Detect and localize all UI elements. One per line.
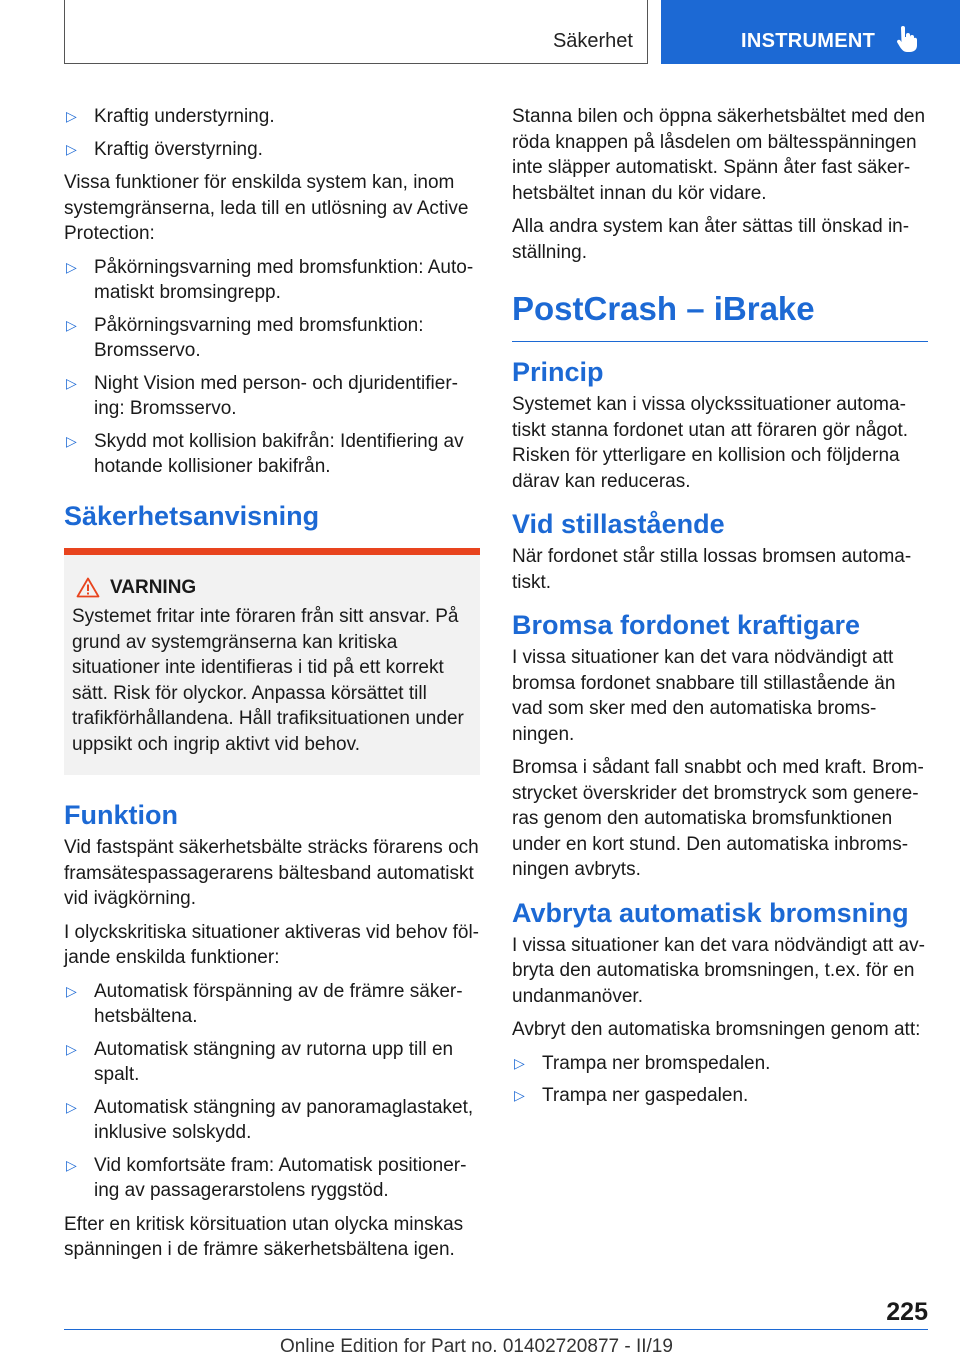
warning-title: VARNING: [72, 575, 468, 601]
warning-triangle-icon: [76, 577, 100, 598]
paragraph: Vissa funktioner för enskilda system kan, inom systemgränserna, leda till en utlösning av Active Protection:: [64, 172, 469, 244]
paragraph: Avbryt den automatiska bromsningen genom att:: [512, 1019, 921, 1040]
paragraph: När fordonet står stilla lossas bromsen automatiskt.: [512, 546, 912, 593]
triangle-bullet-icon: ▷: [66, 432, 77, 449]
paragraph: I vissa situationer kan det vara nödvändigt att bromsa fordonet snabbare till stillastående än vad som sker med den automatiska bromsningen.: [512, 647, 896, 745]
warning-box: [64, 548, 480, 776]
bullet-list-3: [64, 979, 480, 1204]
header-chapter-tab[interactable]: [661, 0, 960, 64]
triangle-bullet-icon: ▷: [66, 258, 77, 275]
list-item: ▷ Vid komfortsäte fram: Automatisk positionering av passagerarstolens ryggstöd.: [66, 1154, 467, 1201]
heading-postcrash-ibrake: PostCrash – iBrake: [512, 289, 928, 342]
triangle-bullet-icon: ▷: [66, 982, 77, 999]
pointing-hand-icon: [896, 26, 918, 52]
paragraph: Vid fastspänt säkerhetsbälte sträcks förarens och framsätespassagerarens bältesband automatiskt vid ivägkörning.: [64, 837, 479, 909]
footer-divider: [64, 1329, 928, 1330]
paragraph: Stanna bilen och öppna säkerhetsbältet med den röda knappen på låsdelen om bältesspänningen inte släpper automatiskt. Spänn åter fast säkerhetsbältet innan du kör vidare.: [512, 106, 926, 204]
heading-safety-notice: Säkerhetsanvisning: [64, 500, 320, 531]
triangle-bullet-icon: ▷: [66, 1098, 77, 1115]
paragraph: I olyckskritiska situationer aktiveras vid behov följande enskilda funktioner:: [64, 921, 479, 968]
triangle-bullet-icon: ▷: [66, 374, 77, 391]
triangle-bullet-icon: ▷: [514, 1054, 525, 1071]
header-section-label: Säkerhet: [552, 30, 633, 52]
list-item: ▷ Kraftig understyrning.: [64, 104, 480, 130]
list-item: ▷ Trampa ner gaspedalen.: [512, 1083, 928, 1109]
left-column: [64, 104, 480, 1271]
triangle-bullet-icon: ▷: [66, 316, 77, 333]
list-item: ▷ Påkörningsvarning med bromsfunktion: Automatiskt bromsingrepp.: [66, 256, 474, 303]
paragraph: Alla andra system kan åter sättas till önskad inställning.: [512, 216, 910, 263]
bullet-list-2: [64, 255, 480, 480]
heading-abort-braking: Avbryta automatisk bromsning: [512, 897, 909, 928]
heading-brake-harder: Bromsa fordonet kraftigare: [512, 610, 861, 640]
bullet-list-right: [512, 1051, 928, 1109]
heading-standstill: Vid stillastående: [512, 509, 725, 539]
list-item: ▷ Trampa ner bromspedalen.: [512, 1051, 928, 1077]
warning-text: Systemet fritar inte föraren från sitt ansvar. På grund av systemgränserna kan kritiska situationer inte identifieras i tid på ett korrekt sätt. Risk för olyckor. Anpassa körsättet till trafikförhållandena. Håll trafiksituationen under uppsikt och ingrip aktivt vid behov.: [72, 606, 464, 755]
list-item: ▷ Automatisk stängning av panoramaglastaket, inklusive solskydd.: [66, 1096, 474, 1143]
paragraph: I vissa situationer kan det vara nödvändigt att avbryta den automatiska bromsningen, t.ex. för en undanmanöver.: [512, 934, 925, 1007]
list-item: ▷ Skydd mot kollision bakifrån: Identifiering av hotande kollisioner bakifrån.: [66, 430, 464, 477]
list-item: ▷ Påkörningsvarning med bromsfunktion: Bromsservo.: [66, 314, 424, 361]
list-item: ▷ Night Vision med person- och djuridentifiering: Bromsservo.: [66, 372, 458, 419]
list-item: ▷ Automatisk stängning av rutorna upp till en spalt.: [66, 1038, 454, 1085]
triangle-bullet-icon: ▷: [66, 1040, 77, 1057]
paragraph: Bromsa i sådant fall snabbt och med kraft. Bromstrycket överskrider det bromstryck som genereras genom den automatiska bromsfunktionen under en kort stund. Den automatiska inbromsningen avbryts.: [512, 757, 924, 880]
right-column: [512, 104, 928, 1117]
bullet-list-1: [64, 104, 480, 162]
paragraph: Systemet kan i vissa olyckssituationer automatiskt stanna fordonet utan att föraren gör något. Risken för ytterligare en kollision och följderna därav kan reduceras.: [512, 394, 909, 492]
footer-edition: Online Edition for Part no. 01402720877 - II/19: [280, 1336, 673, 1357]
triangle-bullet-icon: ▷: [66, 108, 77, 124]
triangle-bullet-icon: ▷: [514, 1087, 525, 1103]
heading-principle: Princip: [512, 357, 604, 387]
header-chapter-label: INSTRUMENT: [741, 30, 876, 52]
list-item: ▷ Kraftig överstyrning.: [64, 137, 480, 163]
heading-function: Funktion: [64, 800, 178, 830]
triangle-bullet-icon: ▷: [66, 1156, 77, 1173]
paragraph: Efter en kritisk körsituation utan olycka minskas spänningen i de främre säkerhetsbältena igen.: [64, 1213, 464, 1260]
triangle-bullet-icon: ▷: [66, 140, 77, 157]
header-section-tab[interactable]: [64, 0, 648, 64]
list-item: ▷ Automatisk förspänning av de främre säkerhetsbältena.: [66, 980, 463, 1027]
page-number: 225: [886, 1298, 928, 1326]
